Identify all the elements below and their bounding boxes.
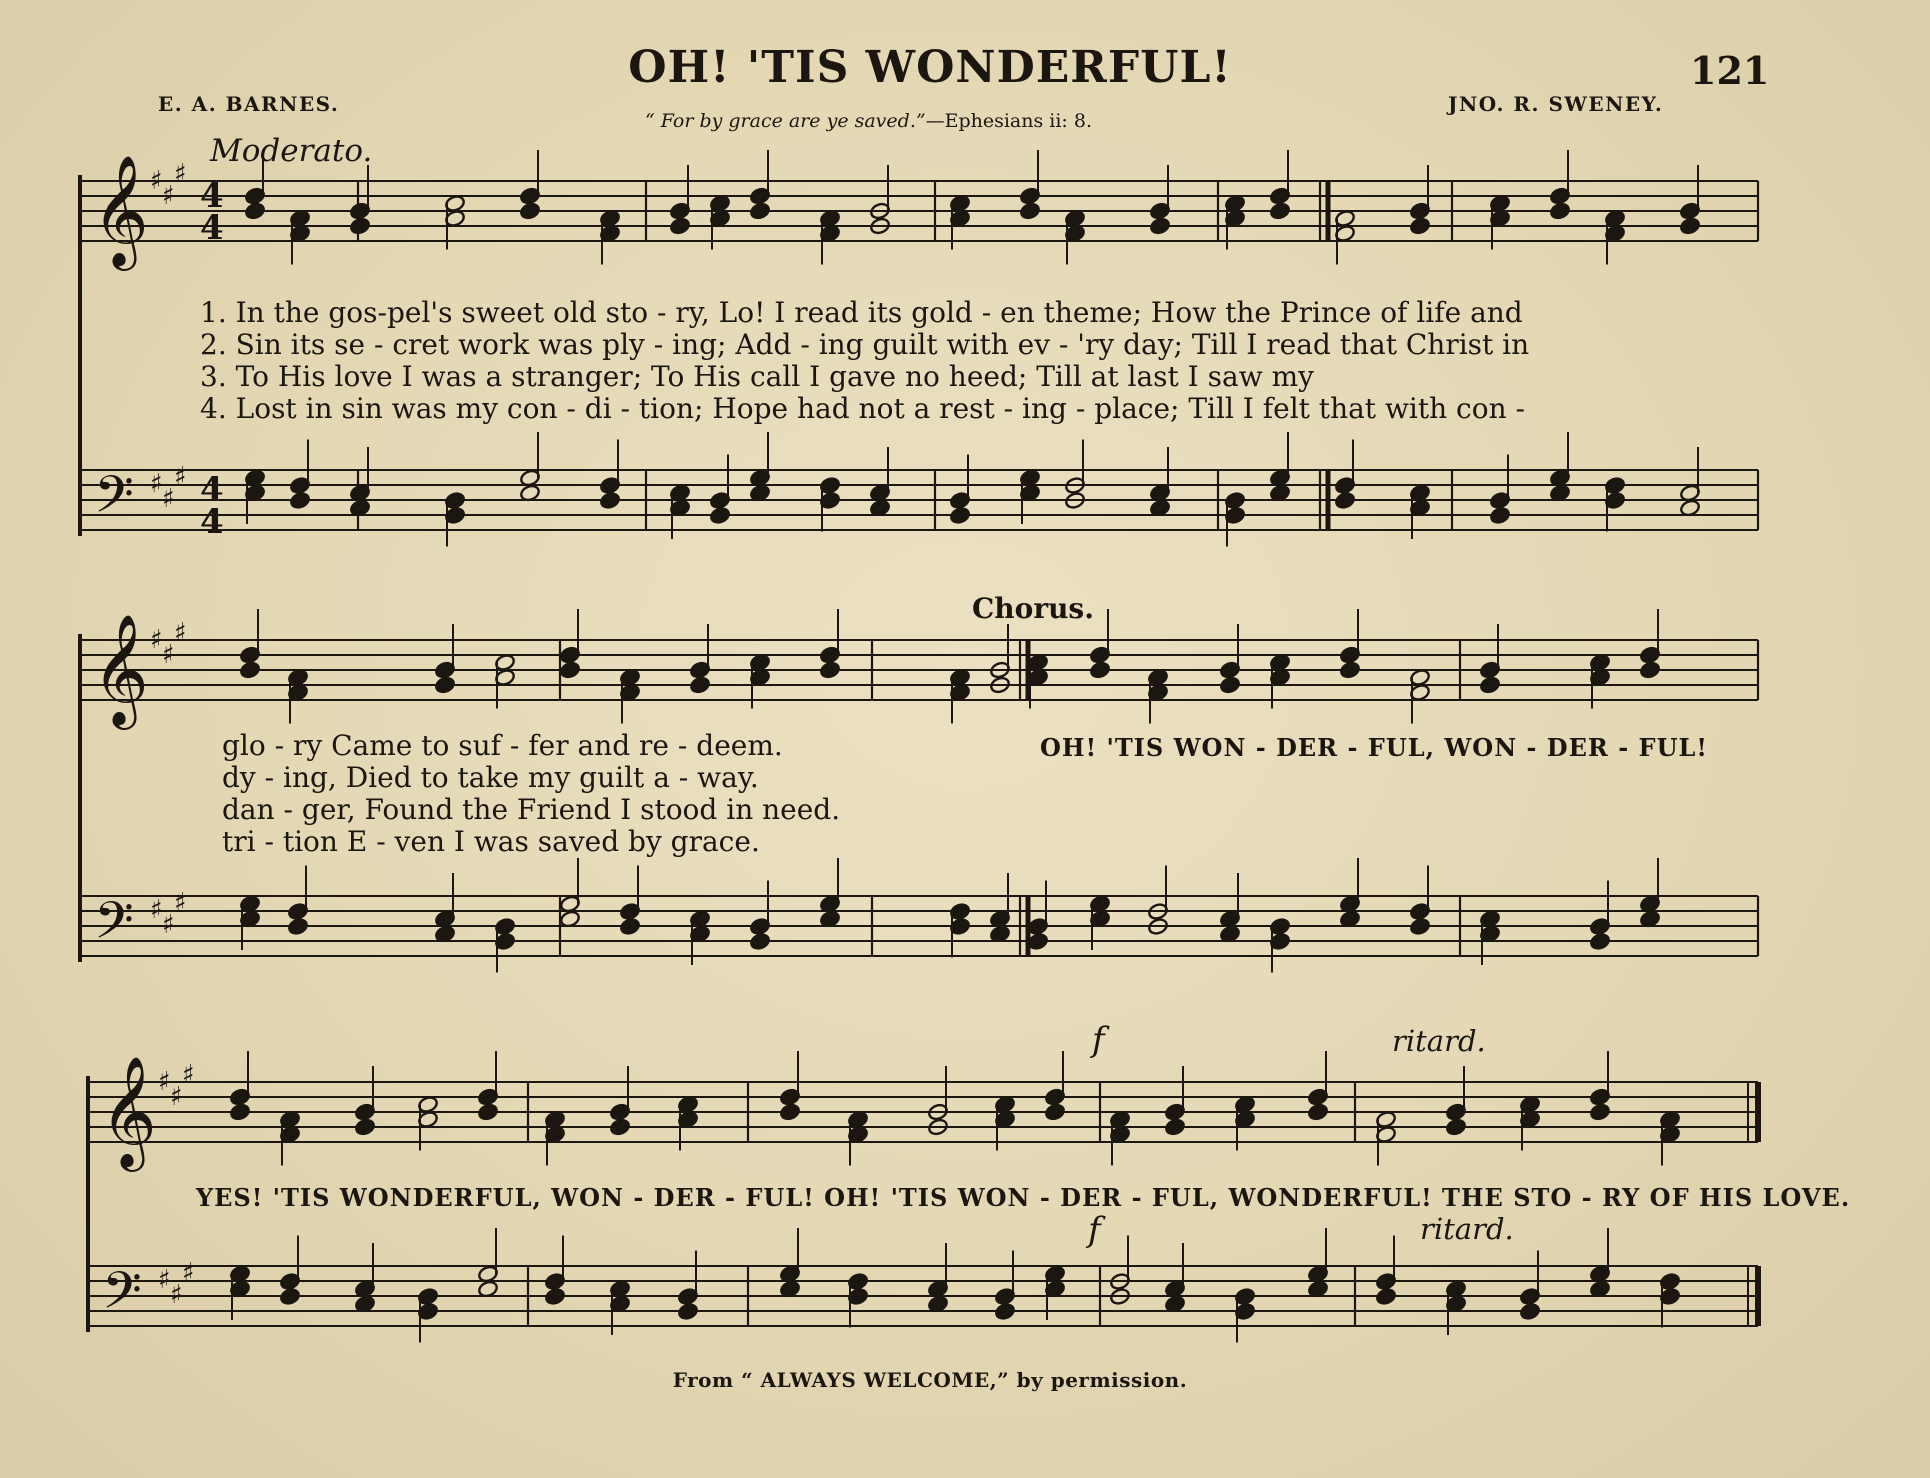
tempo-marking: Moderato. (210, 133, 373, 169)
bass-chord-note (1334, 491, 1356, 510)
bass-clef: 𝄢 (94, 464, 134, 537)
verse-1-line-end: glo - ry Came to suf - fer and re - deem. (222, 729, 783, 762)
sharp-key-signature: ♯ (162, 484, 175, 514)
treble-chord-note (1549, 202, 1571, 221)
verse-3-line-end: dan - ger, Found the Friend I stood in need. (222, 793, 841, 826)
verse-4-line-end: tri - tion E - ven I was saved by grace. (222, 825, 760, 858)
treble-time-signature: 4 4 (200, 176, 224, 248)
bass-chord-note (994, 1302, 1016, 1321)
bass-time-signature: 4 4 (200, 470, 224, 542)
bass-chord-note (599, 491, 621, 510)
treble-chord-note (1639, 661, 1661, 680)
treble-chord-note (239, 661, 261, 680)
treble-chord-note (749, 202, 771, 221)
treble-chord-note (819, 661, 841, 680)
treble-chord-note (1219, 676, 1241, 695)
sharp-key-signature: ♯ (170, 1280, 183, 1310)
sharp-key-signature: ♯ (162, 910, 175, 940)
hymn-title: OH! 'TIS WONDERFUL! (628, 42, 1232, 93)
permission-credit: From “ ALWAYS WELCOME,” by permission. (672, 1368, 1188, 1392)
verse-1-line: 1. In the gos-pel's sweet old sto - ry, Lo! I read its gold - en theme; How the Prince of life and (200, 296, 1523, 329)
treble-clef: 𝄞 (92, 613, 149, 725)
sharp-key-signature: ♯ (174, 159, 187, 189)
treble-chord-note (1479, 676, 1501, 695)
treble-chord-note (434, 676, 456, 695)
treble-chord-note (229, 1103, 251, 1122)
bass-chord-note (949, 506, 971, 525)
bass-chord-note (289, 491, 311, 510)
verse-3-line: 3. To His love I was a stranger; To His call I gave no heed; Till at last I saw my (200, 360, 1314, 393)
sharp-key-signature: ♯ (150, 469, 163, 499)
treble-chord-note (477, 1103, 499, 1122)
scripture-quote: “ For by grace are ye saved.” (645, 110, 926, 132)
treble-chord-note (1149, 217, 1171, 236)
treble-chord-note (244, 202, 266, 221)
verse-4-line: 4. Lost in sin was my con - di - tion; Hope had not a rest - ing - place; Till I felt that with con - (200, 392, 1525, 425)
verse-2-line-end: dy - ing, Died to take my guilt a - way. (222, 761, 759, 794)
treble-chord-note (1409, 217, 1431, 236)
bass-chord-note (1375, 1287, 1397, 1306)
treble-chord-note (559, 661, 581, 680)
treble-chord-note (349, 217, 371, 236)
bass-chord-note (1589, 932, 1611, 951)
treble-chord-note (1019, 202, 1041, 221)
sharp-key-signature: ♯ (162, 640, 175, 670)
treble-chord-note (519, 202, 541, 221)
bass-chord-note (1519, 1302, 1541, 1321)
treble-chord-note (1044, 1103, 1066, 1122)
bass-chord-note (1409, 917, 1431, 936)
bass-chord-note (544, 1287, 566, 1306)
sharp-key-signature: ♯ (182, 1258, 195, 1288)
treble-chord-note (689, 676, 711, 695)
treble-clef: 𝄞 (92, 154, 149, 266)
bass-chord-note (677, 1302, 699, 1321)
bass-clef: 𝄢 (102, 1260, 142, 1333)
treble-clef: 𝄞 (100, 1055, 157, 1167)
bass-chord-note (709, 506, 731, 525)
lyricist-credit: E. A. BARNES. (158, 92, 340, 116)
sharp-key-signature: ♯ (162, 181, 175, 211)
ritard-marking-bass: ritard. (1420, 1212, 1514, 1246)
sharp-key-signature: ♯ (158, 1067, 171, 1097)
treble-chord-note (609, 1118, 631, 1137)
treble-chord-note (1269, 202, 1291, 221)
bass-chord-note (619, 917, 641, 936)
sharp-key-signature: ♯ (174, 618, 187, 648)
treble-chord-note (779, 1103, 801, 1122)
sharp-key-signature: ♯ (150, 625, 163, 655)
treble-chord-note (669, 217, 691, 236)
page-number: 121 (1690, 48, 1770, 93)
ritard-marking-treble: ritard. (1392, 1024, 1486, 1058)
sharp-key-signature: ♯ (158, 1265, 171, 1295)
sharp-key-signature: ♯ (170, 1082, 183, 1112)
treble-chord-note (1089, 661, 1111, 680)
sharp-key-signature: ♯ (150, 166, 163, 196)
composer-credit: JNO. R. SWENEY. (1448, 92, 1664, 116)
sharp-key-signature: ♯ (174, 888, 187, 918)
treble-chord-note (354, 1118, 376, 1137)
treble-chord-note (1339, 661, 1361, 680)
treble-chord-note (1679, 217, 1701, 236)
treble-chord-note (1589, 1103, 1611, 1122)
chorus-lyric-2: YES! 'TIS WONDERFUL, WON - DER - FUL! OH! 'TIS WON - DER - FUL, WONDERFUL! THE STO - RY OF HIS LOVE. (196, 1183, 1851, 1212)
bass-clef: 𝄢 (94, 890, 134, 963)
scripture-reference: —Ephesians ii: 8. (925, 110, 1092, 132)
chorus-lyric-1: OH! 'TIS WON - DER - FUL, WON - DER - FUL! (1040, 733, 1708, 762)
sharp-key-signature: ♯ (150, 895, 163, 925)
verse-2-line: 2. Sin its se - cret work was ply - ing; Add - ing guilt with ev - 'ry day; Till I read that Christ in (200, 328, 1530, 361)
bass-chord-note (749, 932, 771, 951)
forte-marking-bass: f (1088, 1210, 1101, 1250)
forte-marking-treble: f (1092, 1020, 1105, 1060)
treble-chord-note (1164, 1118, 1186, 1137)
chorus-label: Chorus. (972, 592, 1094, 625)
bass-chord-note (1489, 506, 1511, 525)
treble-chord-note (1307, 1103, 1329, 1122)
bass-chord-note (287, 917, 309, 936)
treble-chord-note (1445, 1118, 1467, 1137)
bass-chord-note (279, 1287, 301, 1306)
sharp-key-signature: ♯ (182, 1060, 195, 1090)
sharp-key-signature: ♯ (174, 462, 187, 492)
